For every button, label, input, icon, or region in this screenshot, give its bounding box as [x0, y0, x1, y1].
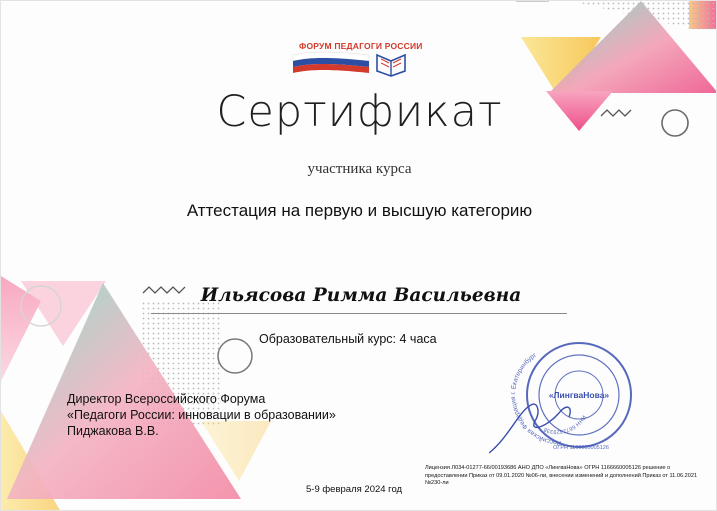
svg-text:ИНН 6672329338 — [543, 414, 586, 435]
director-signature-block — [67, 391, 336, 439]
director-title: Директор Всероссийского Форума — [67, 392, 266, 406]
course-hours: Образовательный курс: 4 часа — [259, 332, 437, 346]
organization-stamp — [489, 341, 649, 461]
certificate-date: 5-9 февраля 2024 год — [306, 484, 403, 495]
stamp-ring-text: Российская Федерация г. Екатеринбург — [509, 351, 562, 447]
stamp-center-text: «ЛингваНова» — [548, 390, 610, 400]
certificate-subtitle: участника курса — [307, 161, 412, 177]
license-text: Лицензия Л034-01277-66/00193686 АНО ДПО «ЛингваНова» ОГРН 1166660005126 решение о предоставлении Приказ от 09.01.2020 №06-ли, внесении изменений и дополнений Приказ от 11.06.2021 №230-ли — [425, 465, 698, 487]
logo-text: ФОРУМ ПЕДАГОГИ РОССИИ — [299, 41, 423, 51]
certificate-title: Сертификат — [216, 87, 503, 137]
forum-logo — [291, 39, 423, 81]
stamp-ogrn-text: ОГРН 1166660005126 — [553, 445, 609, 451]
stamp-inn-text: ИНН 6672329338 — [543, 413, 587, 435]
flag-book-icon — [291, 39, 417, 81]
name-underline — [151, 313, 567, 314]
course-name: Аттестация на первую и высшую категорию — [186, 201, 533, 220]
director-forum-name: «Педагоги России: инновации в образовании» — [67, 408, 336, 422]
recipient-name: Ильясова Римма Васильевна — [200, 285, 522, 306]
outline-circle-left — [218, 339, 252, 373]
director-name: Пиджакова В.В. — [67, 424, 159, 438]
